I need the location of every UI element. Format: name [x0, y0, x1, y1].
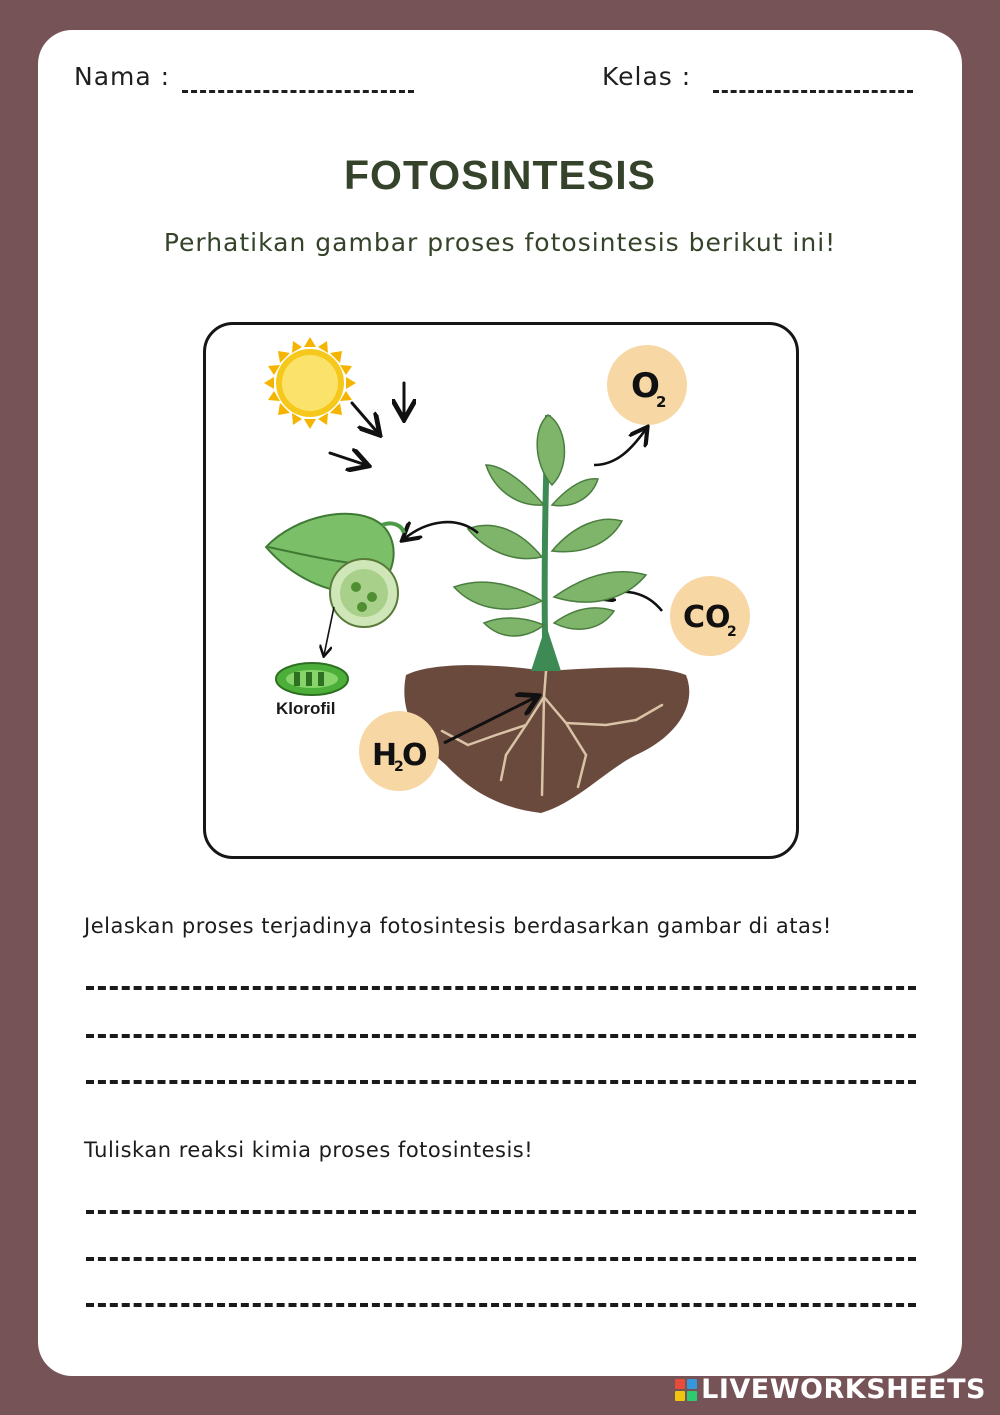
instruction-text: Perhatikan gambar proses fotosintesis berikut ini!	[163, 228, 837, 257]
brand-name: LIVEWORKSHEETS	[701, 1374, 986, 1405]
question-1: Jelaskan proses terjadinya fotosintesis berdasarkan gambar di atas!	[84, 914, 832, 938]
answer-line-4[interactable]	[86, 1210, 916, 1214]
soil-roots-icon	[404, 665, 689, 813]
answer-line-5[interactable]	[86, 1257, 916, 1261]
co2-text: CO	[683, 600, 731, 635]
sun-icon	[264, 337, 356, 429]
chlorophyll-label: Klorofil	[276, 699, 336, 718]
chloroplast-icon	[330, 559, 398, 627]
carbon-dioxide-badge	[670, 576, 750, 656]
class-field[interactable]	[713, 90, 913, 93]
answer-line-6[interactable]	[86, 1303, 916, 1307]
co2-subscript: 2	[727, 624, 737, 640]
plant-icon	[454, 415, 646, 671]
h2o-o-text: O	[402, 738, 428, 773]
answer-line-2[interactable]	[86, 1034, 916, 1038]
oxygen-arrow	[594, 429, 646, 465]
o2-subscript: 2	[656, 393, 667, 411]
name-label: Nama :	[74, 62, 171, 91]
photosynthesis-diagram	[203, 322, 799, 859]
answer-line-1[interactable]	[86, 986, 916, 990]
h2o-subscript: 2	[394, 759, 404, 775]
liveworksheets-logo-icon	[675, 1379, 697, 1401]
answer-line-3[interactable]	[86, 1080, 916, 1084]
class-label: Kelas :	[602, 62, 692, 91]
o2-text: O	[631, 366, 660, 406]
leaf-arrow	[404, 522, 478, 539]
water-badge	[359, 711, 439, 791]
oxygen-badge	[607, 345, 687, 425]
question-2: Tuliskan reaksi kimia proses fotosintesis!	[84, 1138, 534, 1162]
diagram-illustration	[206, 325, 796, 856]
page-title: FOTOSINTESIS	[344, 152, 656, 198]
chlorophyll-icon	[276, 663, 348, 695]
h2o-h-text: H	[372, 738, 398, 773]
name-field[interactable]	[182, 90, 414, 93]
chlorophyll-arrow	[324, 607, 334, 655]
liveworksheets-brand[interactable]	[675, 1374, 986, 1405]
